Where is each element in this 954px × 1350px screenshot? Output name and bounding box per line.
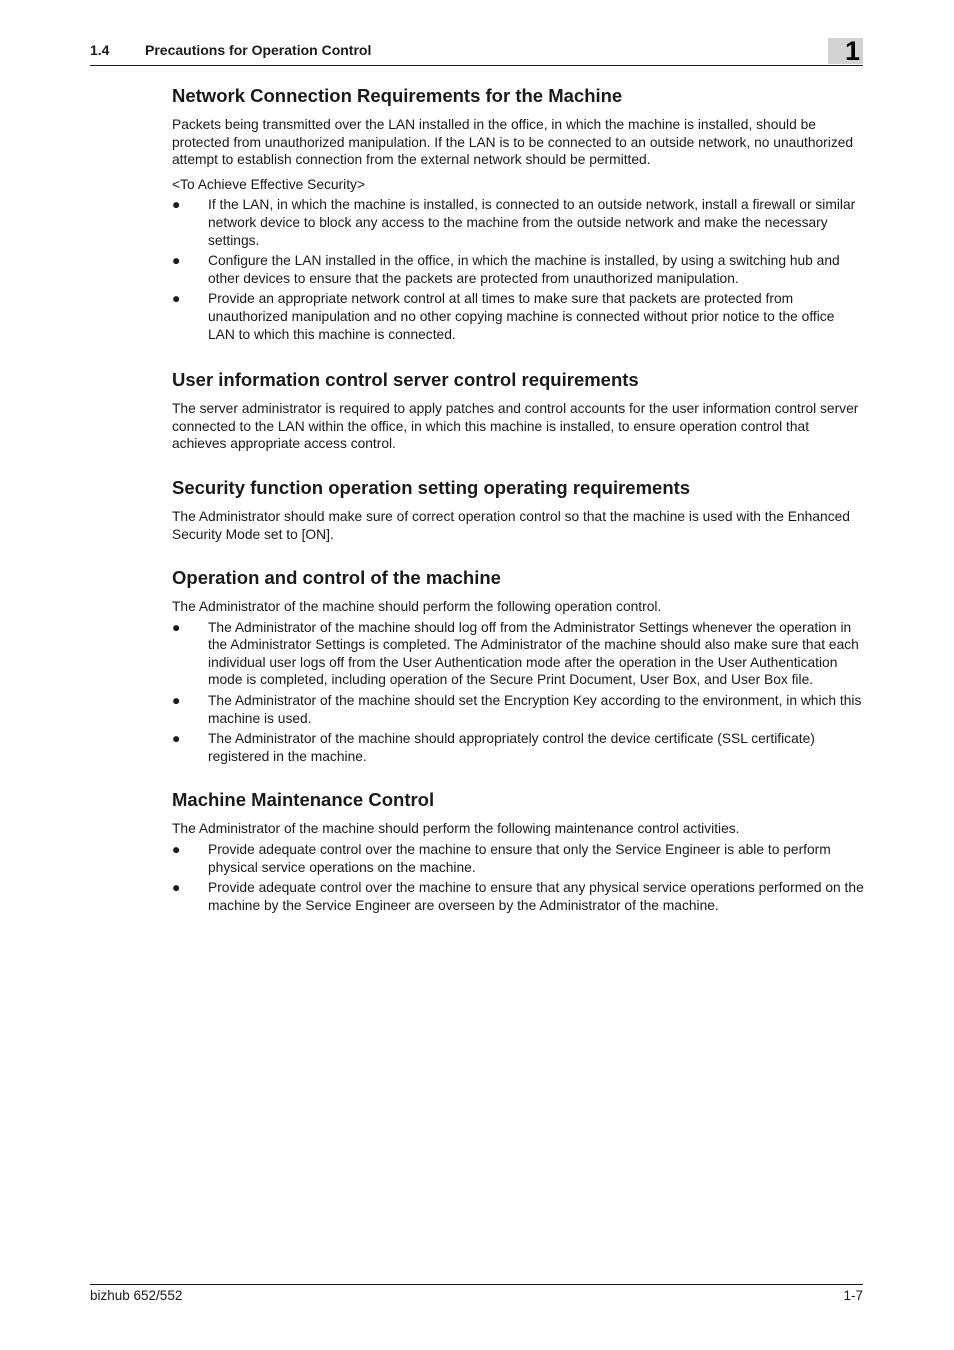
section-heading: Security function operation setting operating requirements bbox=[172, 476, 691, 498]
section-operation-control bbox=[172, 567, 864, 765]
paragraph: The Administrator should make sure of correct operation control so that the machine is used with the Enhanced Security Mode set to [ON]. bbox=[172, 508, 850, 542]
bullet-icon: ● bbox=[172, 880, 181, 896]
section-heading: Machine Maintenance Control bbox=[172, 789, 435, 811]
list-item-text: The Administrator of the machine should appropriately control the device certificate (SSL certificate) registered in the machine. bbox=[208, 731, 815, 764]
paragraph: <To Achieve Effective Security> bbox=[172, 176, 366, 192]
list-item bbox=[172, 730, 864, 765]
list-item-text: If the LAN, in which the machine is installed, is connected to an outside network, install a firewall or similar network device to block any access to the machine from the outside network and make the necessary settings. bbox=[208, 197, 856, 248]
list-item bbox=[172, 879, 864, 914]
list-item-text: Provide an appropriate network control at all times to make sure that packets are protected from unauthorized manipulation and no other copying machine is connected without prior notice to the office LAN to which this machine is connected. bbox=[208, 291, 835, 342]
list-item-text: Provide adequate control over the machine to ensure that only the Service Engineer is able to perform physical service operations on the machine. bbox=[208, 842, 831, 875]
section-title: Precautions for Operation Control bbox=[145, 42, 372, 58]
list-item bbox=[172, 692, 864, 727]
section-number: 1.4 bbox=[90, 42, 110, 58]
section-network-connection bbox=[172, 85, 864, 343]
bullet-icon: ● bbox=[172, 619, 181, 635]
page-header bbox=[90, 36, 863, 66]
list-item-text: The Administrator of the machine should log off from the Administrator Settings whenever the operation in the Administrator Settings is completed. The Administrator of the machine should also make sure that each individual user logs off from the User Authentication mode after the operation in the User Authentication mode is completed, including operation of the Secure Print Document, User Box, and User Box file. bbox=[208, 619, 859, 688]
bullet-icon: ● bbox=[172, 731, 181, 747]
bullet-icon: ● bbox=[172, 842, 181, 858]
paragraph: The Administrator of the machine should perform the following operation control. bbox=[172, 599, 662, 615]
list-item bbox=[172, 619, 864, 689]
section-security-function bbox=[172, 477, 864, 543]
list-item-text: Configure the LAN installed in the office, in which the machine is installed, by using a switching hub and other devices to ensure that the packets are protected from unauthorized manipulation. bbox=[208, 253, 840, 286]
paragraph: The server administrator is required to apply patches and control accounts for the user information control server connected to the LAN within the office, in which this machine is installed, to ensure operation control that achieves appropriate access control. bbox=[172, 401, 859, 452]
section-maintenance-control bbox=[172, 789, 864, 914]
bullet-list bbox=[172, 196, 864, 343]
bullet-list bbox=[172, 841, 864, 914]
bullet-icon: ● bbox=[172, 253, 181, 269]
list-item-text: The Administrator of the machine should set the Encryption Key according to the environment, in which this machine is used. bbox=[208, 693, 862, 726]
bullet-icon: ● bbox=[172, 693, 181, 709]
list-item bbox=[172, 252, 864, 287]
section-heading: Operation and control of the machine bbox=[172, 567, 501, 589]
list-item bbox=[172, 196, 864, 249]
bullet-icon: ● bbox=[172, 197, 181, 213]
list-item bbox=[172, 290, 864, 343]
chapter-tab bbox=[828, 38, 863, 64]
section-heading: User information control server control requirements bbox=[172, 369, 639, 391]
list-item bbox=[172, 841, 864, 876]
section-heading: Network Connection Requirements for the Machine bbox=[172, 85, 623, 106]
product-name: bizhub 652/552 bbox=[90, 1288, 183, 1303]
paragraph: Packets being transmitted over the LAN installed in the office, in which the machine is installed, should be protected from unauthorized manipulation. If the LAN is to be connected to an outside network, no unauthorized attempt to establish connection from the external network should be permitted. bbox=[172, 117, 854, 168]
paragraph: The Administrator of the machine should perform the following maintenance control activities. bbox=[172, 821, 740, 837]
page-footer bbox=[90, 1284, 863, 1309]
page-number: 1-7 bbox=[843, 1288, 863, 1303]
bullet-list bbox=[172, 619, 864, 766]
page-content bbox=[172, 85, 864, 938]
list-item-text: Provide adequate control over the machine to ensure that any physical service operations performed on the machine by the Service Engineer are overseen by the Administrator of the machine. bbox=[208, 880, 864, 913]
chapter-number: 1 bbox=[844, 36, 860, 66]
section-user-info-server bbox=[172, 369, 864, 453]
bullet-icon: ● bbox=[172, 291, 181, 307]
